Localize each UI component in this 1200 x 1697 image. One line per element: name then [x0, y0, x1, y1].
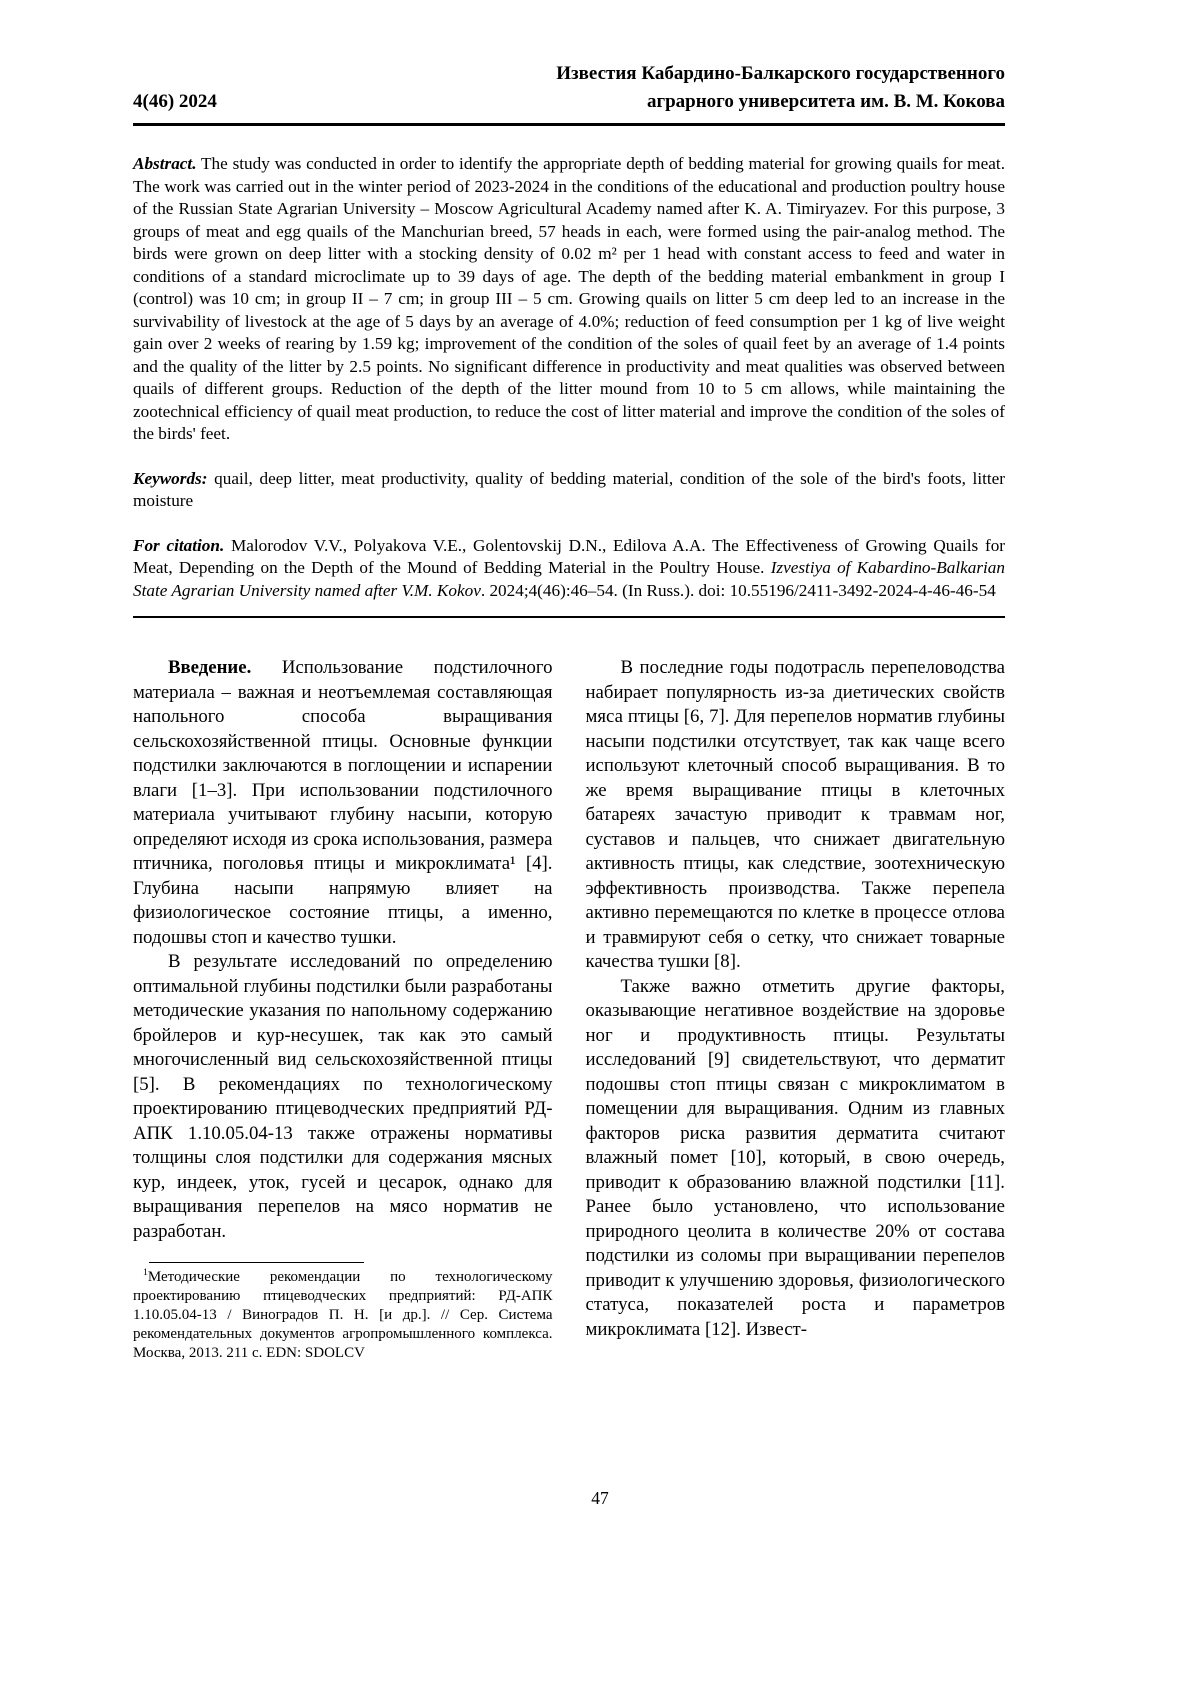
page-footer — [0, 1488, 1200, 1509]
citation-journal-name: Izvestiya of Kabardino-Balkarian State Agrarian University named after V.M. Kokov — [133, 558, 1005, 600]
footnote-block — [133, 1262, 553, 1363]
header-rule — [133, 123, 1005, 126]
citation-tail: . 2024;4(46):46–54. (In Russ.). doi: 10.55196/2411-3492-2024-4-46-46-54 — [480, 580, 996, 600]
right-column-paragraph-1: В последние годы подотрасль перепеловодства набирает популярность из-за диетических свойств мяса птицы [6, 7]. Для перепелов норматив глубины насыпи подстилки отсутствует, так как чаще всего используют клеточный способ выращивания. В то же время выращивание птицы в клеточных батареях зачастую приводит к травмам ног, суставов и пальцев, что снижает двигательную активность птицы, как следствие, зоотехническую эффективность производства. Также перепела активно перемещаются по клетке в процессе отлова и травмируют себя о сетку, что снижает товарные качества тушки [8]. — [585, 657, 1005, 973]
citation-paragraph — [133, 535, 1005, 603]
footnote-marker: 1 — [143, 1267, 148, 1279]
article-body — [133, 656, 1005, 1363]
journal-title — [556, 60, 1005, 115]
left-column-paragraph-2: В результате исследований по определению оптимальной глубины подстилки были разработаны методические указания по напольному содержанию бройлеров и кур-несушек, так как это самый многочисленный вид сельскохозяйственной птицы [5]. В рекомендациях по технологическому проектированию птицеводческих предприятий РД-АПК 1.10.05.04-13 также отражены нормативы толщины слоя подстилки для содержания мясных кур, индеек, уток, гусей и цесарок, однако для выращивания перепелов на мясо норматив не разработан. — [133, 951, 553, 1242]
introduction-paragraph — [133, 656, 553, 950]
citation-label: For citation. — [133, 535, 225, 555]
footnote-rule — [149, 1262, 364, 1263]
abstract-paragraph — [133, 153, 1005, 446]
journal-header — [133, 60, 1005, 115]
journal-title-line2: аграрного университета им. В. М. Кокова — [646, 90, 1005, 112]
keywords-label: Keywords: — [133, 468, 208, 488]
section-divider-rule — [133, 616, 1005, 618]
keywords-paragraph — [133, 468, 1005, 513]
citation-authors-title: Malorodov V.V., Polyakova V.E., Golentovskij D.N., Edilova A.A. The Effectiveness of Growing Quails for Meat, Depending on the Depth of the Mound of Bedding Material in the Poultry House. — [133, 535, 1006, 578]
right-column-paragraph-2: Также важно отметить другие факторы, оказывающие негативное воздействие на здоровье ног и продуктивность птицы. Результаты исследований [9] свидетельствуют, что дерматит подошвы стоп птицы связан с микроклиматом в помещении для выращивания. Одним из главных факторов риска развития дерматита считают влажный помет [10], который, в свою очередь, приводит к образованию влажной подстилки [11]. Ранее было установлено, что использование природного цеолита в количестве 20% от состава подстилки из соломы при выращивании перепелов приводит к улучшению здоровья, физиологического статуса, показателей роста и параметров микроклимата [12]. Извест- — [585, 975, 1005, 1340]
keywords-text: quail, deep litter, meat productivity, quality of bedding material, condition of the sole of the bird's foots, litter moisture — [133, 468, 1006, 511]
abstract-text: The study was conducted in order to identify the appropriate depth of bedding material for growing quails for meat. The work was carried out in the winter period of 2023-2024 in the conditions of the educational and production poultry house of the Russian State Agrarian University – Moscow Agricultural Academy named after K. A. Timiryazev. For this purpose, 3 groups of meat and egg quails of the Manchurian breed, 57 heads in each, were formed using the pair-analog method. The birds were grown on deep litter with a stocking density of 0.02 m² per 1 head with constant access to feed and water in conditions of a standard microclimate up to 39 days of age. The depth of the bedding material embankment in group I (control) was 10 cm; in group II – 7 cm; in group III – 5 cm. Growing quails on litter 5 cm deep led to an increase in the survivability of livestock at the age of 5 days by an average of 4.0%; reduction of feed consumption per 1 kg of live weight gain over 2 weeks of rearing by 1.59 kg; improvement of the condition of the soles of quail feet by an average of 1.4 points and the quality of the litter by 2.5 points. No significant difference in productivity and meat qualities was observed between quails of different groups. Reduction of the depth of the litter mound from 10 to 5 cm allows, while maintaining the zootechnical efficiency of quail meat production, to reduce the cost of litter material and improve the condition of the soles of the birds' feet. — [133, 154, 1005, 444]
footnote-text: Методические рекомендации по технологическому проектированию птицеводческих предприятий: РД-АПК 1.10.05.04-13 / Виноградов П. Н. [и др.]. // Сер. Система рекомендательных документов агропромышленного комплекса. Москва, 2013. 211 с. EDN: SDOLCV — [133, 1269, 553, 1362]
left-column — [133, 656, 553, 1363]
introduction-text: Использование подстилочного материала – важная и неотъемлемая составляющая напольного способа выращивания сельскохозяйственной птицы. Основные функции подстилки заключаются в поглощении и испарении влаги [1–3]. При использовании подстилочного материала учитывают глубину насыпи, которую определяют исходя из срока использования, размера птичника, поголовья птицы и микроклимата¹ [4]. Глубина насыпи напрямую влияет на физиологическое состояние птицы, а именно, подошвы стоп и качество тушки. — [133, 657, 553, 948]
abstract-label: Abstract. — [133, 154, 197, 174]
issue-number: 4(46) 2024 — [133, 90, 217, 112]
page-number: 47 — [591, 1488, 609, 1508]
front-matter-section — [133, 153, 1005, 602]
introduction-label: Введение. — [168, 657, 252, 679]
journal-title-line1: Известия Кабардино-Балкарского государственного — [556, 63, 1005, 84]
footnote-paragraph — [133, 1268, 553, 1363]
right-column — [586, 656, 1006, 1363]
